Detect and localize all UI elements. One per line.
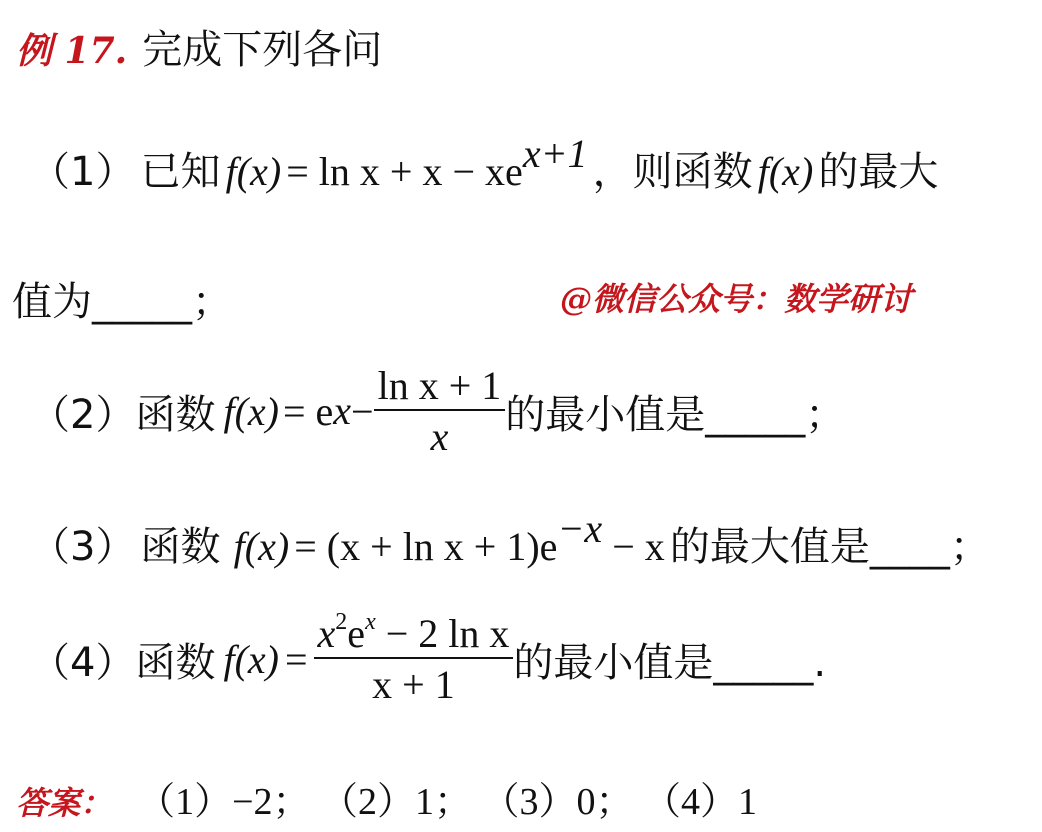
question-3 xyxy=(30,506,990,572)
answer-text: （1）−2； （2）1； （3）0； （4）1 xyxy=(137,781,758,823)
q4-num-x: x xyxy=(317,611,336,656)
watermark-text: @微信公众号：数学研讨 xyxy=(560,280,913,318)
q2-minus: − xyxy=(351,388,374,434)
q2-frac-denominator: x xyxy=(374,409,506,460)
q3-expr: = (x + ln x + 1)e xyxy=(294,524,558,569)
q4-num-sup1: 2 xyxy=(335,609,348,635)
q1-number: （1） xyxy=(30,149,136,195)
problem-label: 例 17. xyxy=(16,30,128,72)
q2-tail: 的最小值是_____； xyxy=(505,391,846,438)
problem-title: 完成下列各问 xyxy=(142,27,383,73)
q3-number: （3） xyxy=(30,524,136,570)
q4-tail: 的最小值是_____. xyxy=(513,639,827,686)
q3-func: f(x) xyxy=(233,524,290,569)
q4-prefix: 函数 xyxy=(135,639,216,686)
q4-num-sup2: x xyxy=(365,609,376,635)
q3-tail: 的最大值是____； xyxy=(669,524,990,570)
answer-label: 答案： xyxy=(16,784,113,822)
question-2: （2） 函数 f(x) = e x − $\frac{\text{ln x + 1}}{x}$ 的最小值是_____； xyxy=(30,363,846,459)
watermark xyxy=(560,274,912,320)
q2-func: f(x) xyxy=(223,388,279,434)
q1-post: ，则函数 xyxy=(592,149,753,195)
q4-frac-denominator: x + 1 xyxy=(314,657,514,708)
q2-number: （2） xyxy=(30,391,136,438)
q3-prefix: 函数 xyxy=(140,524,221,570)
q1-func2: f(x) xyxy=(757,149,814,194)
answer-line xyxy=(16,770,757,825)
q2-e-part: = e xyxy=(282,388,334,434)
q1-expr: = ln x + x − x xyxy=(286,149,506,194)
q2-fraction xyxy=(374,362,506,460)
q4-func: f(x) xyxy=(223,636,279,682)
q1-line2: 值为_____； xyxy=(12,279,232,325)
q1-tail: 的最大 xyxy=(818,149,939,195)
question-4 xyxy=(30,610,826,708)
q4-num-rest: − 2 ln x xyxy=(375,611,510,656)
q4-fraction xyxy=(314,610,514,708)
q3-expr2: − x xyxy=(602,524,665,569)
q2-prefix: 函数 xyxy=(135,391,216,438)
question-1 xyxy=(30,131,939,197)
q4-equals: = xyxy=(284,636,308,682)
q1-prefix: 已知 xyxy=(140,149,221,195)
question-1-line2 xyxy=(12,270,232,327)
q1-exponent: x+1 xyxy=(522,131,588,176)
q1-e: e xyxy=(505,149,523,194)
problem-header xyxy=(16,18,382,75)
q3-exponent: −x xyxy=(557,506,603,551)
q2-frac-numerator: ln x + 1 xyxy=(377,363,502,408)
q4-frac-numerator xyxy=(314,610,514,657)
q4-number: （4） xyxy=(30,639,136,686)
q1-func: f(x) xyxy=(225,149,282,194)
q4-num-e: e xyxy=(347,611,366,656)
